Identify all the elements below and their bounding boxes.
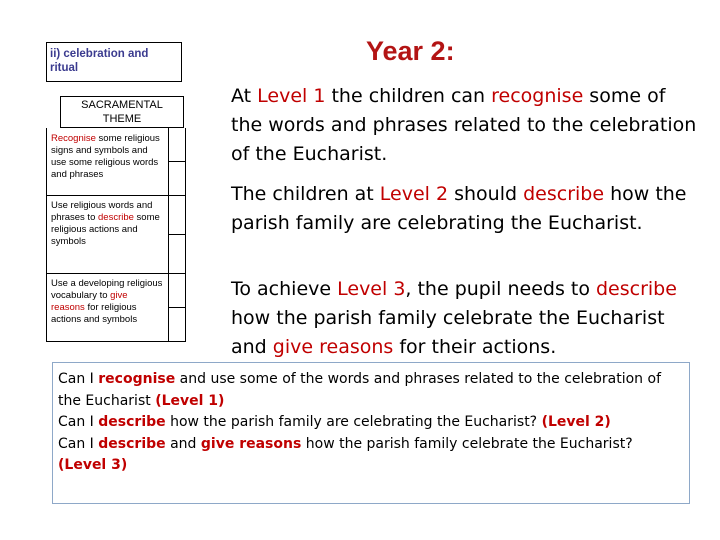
keyword: describe xyxy=(596,278,677,300)
cell-text: for religious actions and symbols xyxy=(51,302,138,325)
level-1-paragraph xyxy=(231,82,701,169)
celebration-ritual-label: ii) celebration and ritual xyxy=(50,48,149,74)
keyword: recognise xyxy=(491,85,584,107)
keyword: describe xyxy=(98,435,166,452)
page-title: Year 2: xyxy=(366,36,455,66)
paragraph-text: The children at xyxy=(231,183,380,205)
levels-grid xyxy=(46,128,186,342)
paragraph-text: , the pupil needs to xyxy=(405,278,596,300)
cell-text: Use a developing religious vocabulary to xyxy=(51,278,163,301)
celebration-ritual-box xyxy=(46,42,182,82)
grid-row-divider xyxy=(168,307,185,308)
cell-text: some religious signs and symbols and use some religious words and phrases xyxy=(51,133,160,180)
question-text: and use some of the words and phrases related to the celebration of the Eucharist xyxy=(58,371,661,409)
question-text: how the parish family are celebrating the Eucharist? xyxy=(165,414,542,430)
question-level-1 xyxy=(58,369,684,412)
level-2-paragraph xyxy=(231,180,701,238)
cell-text: some religious actions and symbols xyxy=(51,212,160,247)
cell-text: Use religious words and phrases to xyxy=(51,200,153,223)
level-label: Level 2 xyxy=(379,183,449,205)
keyword: describe xyxy=(523,183,605,205)
paragraph-text: how the parish family celebrate the Eucharist and xyxy=(231,307,665,358)
question-text: Can I xyxy=(58,371,99,387)
paragraph-text: some of the words and phrases related to the celebration of the Eucharist. xyxy=(231,85,697,165)
keyword: give reasons xyxy=(200,435,302,452)
keyword: describe xyxy=(98,414,166,430)
level-label: (Level 1) xyxy=(155,392,225,409)
question-level-3 xyxy=(58,434,684,477)
question-text: Can I xyxy=(58,435,99,452)
cell-keyword: give reasons xyxy=(51,290,128,313)
paragraph-text: At xyxy=(231,85,258,107)
cell-keyword: Recognise xyxy=(51,133,96,144)
level-label: Level 1 xyxy=(257,85,326,107)
grid-row-divider xyxy=(168,234,185,235)
questions-box xyxy=(52,362,690,504)
paragraph-text: should xyxy=(448,183,524,205)
grid-row-divider xyxy=(168,161,185,162)
paragraph-text: the children can xyxy=(325,85,492,107)
paragraph-text: To achieve xyxy=(231,278,338,300)
question-text: Can I xyxy=(58,414,99,430)
sacramental-theme-label: SACRAMENTAL THEME xyxy=(81,99,163,125)
level-1-cell xyxy=(47,128,168,186)
keyword: recognise xyxy=(98,371,176,387)
question-level-2 xyxy=(58,412,684,434)
grid-divider xyxy=(185,128,186,341)
paragraph-text: how the parish family are celebrating the Eucharist. xyxy=(231,183,687,234)
level-label: (Level 2) xyxy=(541,414,611,430)
level-3-cell xyxy=(47,273,168,331)
question-text: and xyxy=(165,435,201,452)
level-label: Level 3 xyxy=(337,278,406,300)
cell-keyword: describe xyxy=(98,212,134,223)
level-label: (Level 3) xyxy=(58,457,128,473)
sacramental-theme-box xyxy=(60,96,184,128)
keyword: give reasons xyxy=(272,336,394,358)
question-text: how the parish family celebrate the Eucharist? xyxy=(301,435,633,452)
level-3-paragraph xyxy=(231,275,701,362)
paragraph-text: for their actions. xyxy=(393,336,557,358)
level-2-cell xyxy=(47,195,168,253)
